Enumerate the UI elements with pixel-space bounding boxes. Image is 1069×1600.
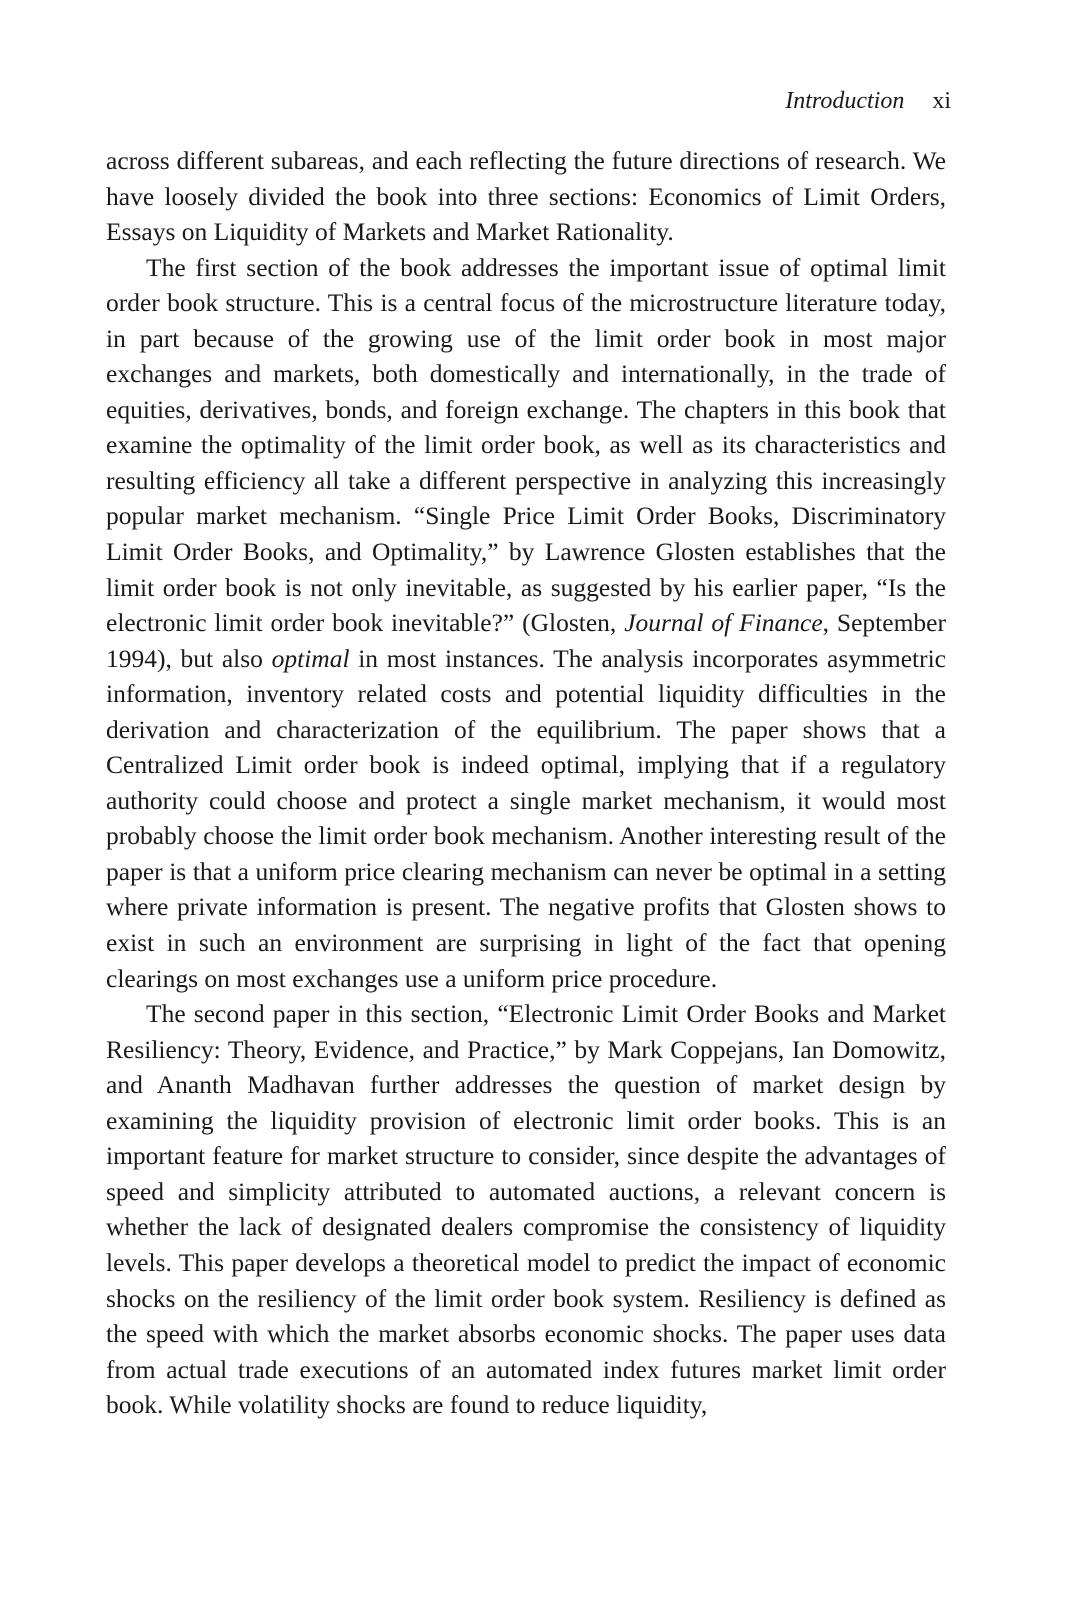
paragraph-text-part: , September 1994), but also (106, 608, 946, 673)
running-head-title: Introduction (785, 88, 905, 114)
paragraph-second-paper: The second paper in this section, “Electronic Limit Order Books and Market Resiliency: Theory, Evidence, and Practice,” by Mark Coppejans, Ian Domowitz, and Ananth Madhavan further addresses the question of market design by examining the liquidity provision of electronic limit order books. This is an important feature for market structure to consider, since despite the advantages of speed and simplicity attributed to automated auctions, a relevant concern is whether the lack of designated dealers compromise the consistency of liquidity levels. This paper develops a theoretical model to predict the impact of economic shocks on the resiliency of the limit order book system. Resiliency is defined as the speed with which the market absorbs economic shocks. The paper uses data from actual trade executions of an automated index futures market limit order book. While volatility shocks are found to reduce liquidity, (106, 999, 946, 1420)
paragraph-text-part: The first section of the book addresses the important issue of optimal limit order book structure. This is a central focus of the microstructure literature today, in part because of the growing use of the limit order book in most major exchanges and markets, both domestically and internationally, in the trade of equities, derivatives, bonds, and foreign exchange. The chapters in this book that examine the optimality of the limit order book, as well as its characteristics and resulting efficiency all take a different perspective in analyzing this increasingly popular market mechanism. “Single Price Limit Order Books, Discriminatory Limit Order Books, and Optimality,” by Lawrence Glosten establishes that the limit order book is not only inevitable, as suggested by his earlier paper, “Is the electronic limit order book inevitable?” (Glosten, (106, 252, 946, 638)
paragraph-first-section (106, 250, 946, 996)
running-head (785, 86, 951, 116)
journal-title: Journal of Finance (624, 608, 823, 638)
page-number: xi (932, 88, 951, 114)
body-text (106, 143, 946, 1423)
paragraph-text-part: in most instances. The analysis incorporates asymmetric information, inventory related costs and potential liquidity difficulties in the derivation and characterization of the equilibrium. The paper shows that a Centralized Limit order book is indeed optimal, implying that if a regulatory authority could choose and protect a single market mechanism, it would most probably choose the limit order book mechanism. Another interesting result of the paper is that a uniform price clearing mechanism can never be optimal in a setting where private information is present. The negative profits that Glosten shows to exist in such an environment are surprising in light of the fact that opening clearings on most exchanges use a uniform price procedure. (106, 643, 946, 993)
emphasis-word: optimal (271, 643, 350, 673)
paragraph-continuation: across different subareas, and each reflecting the future directions of research. We have loosely divided the book into three sections: Economics of Limit Orders, Essays on Liquidity of Markets and Market Rationality. (106, 146, 946, 247)
